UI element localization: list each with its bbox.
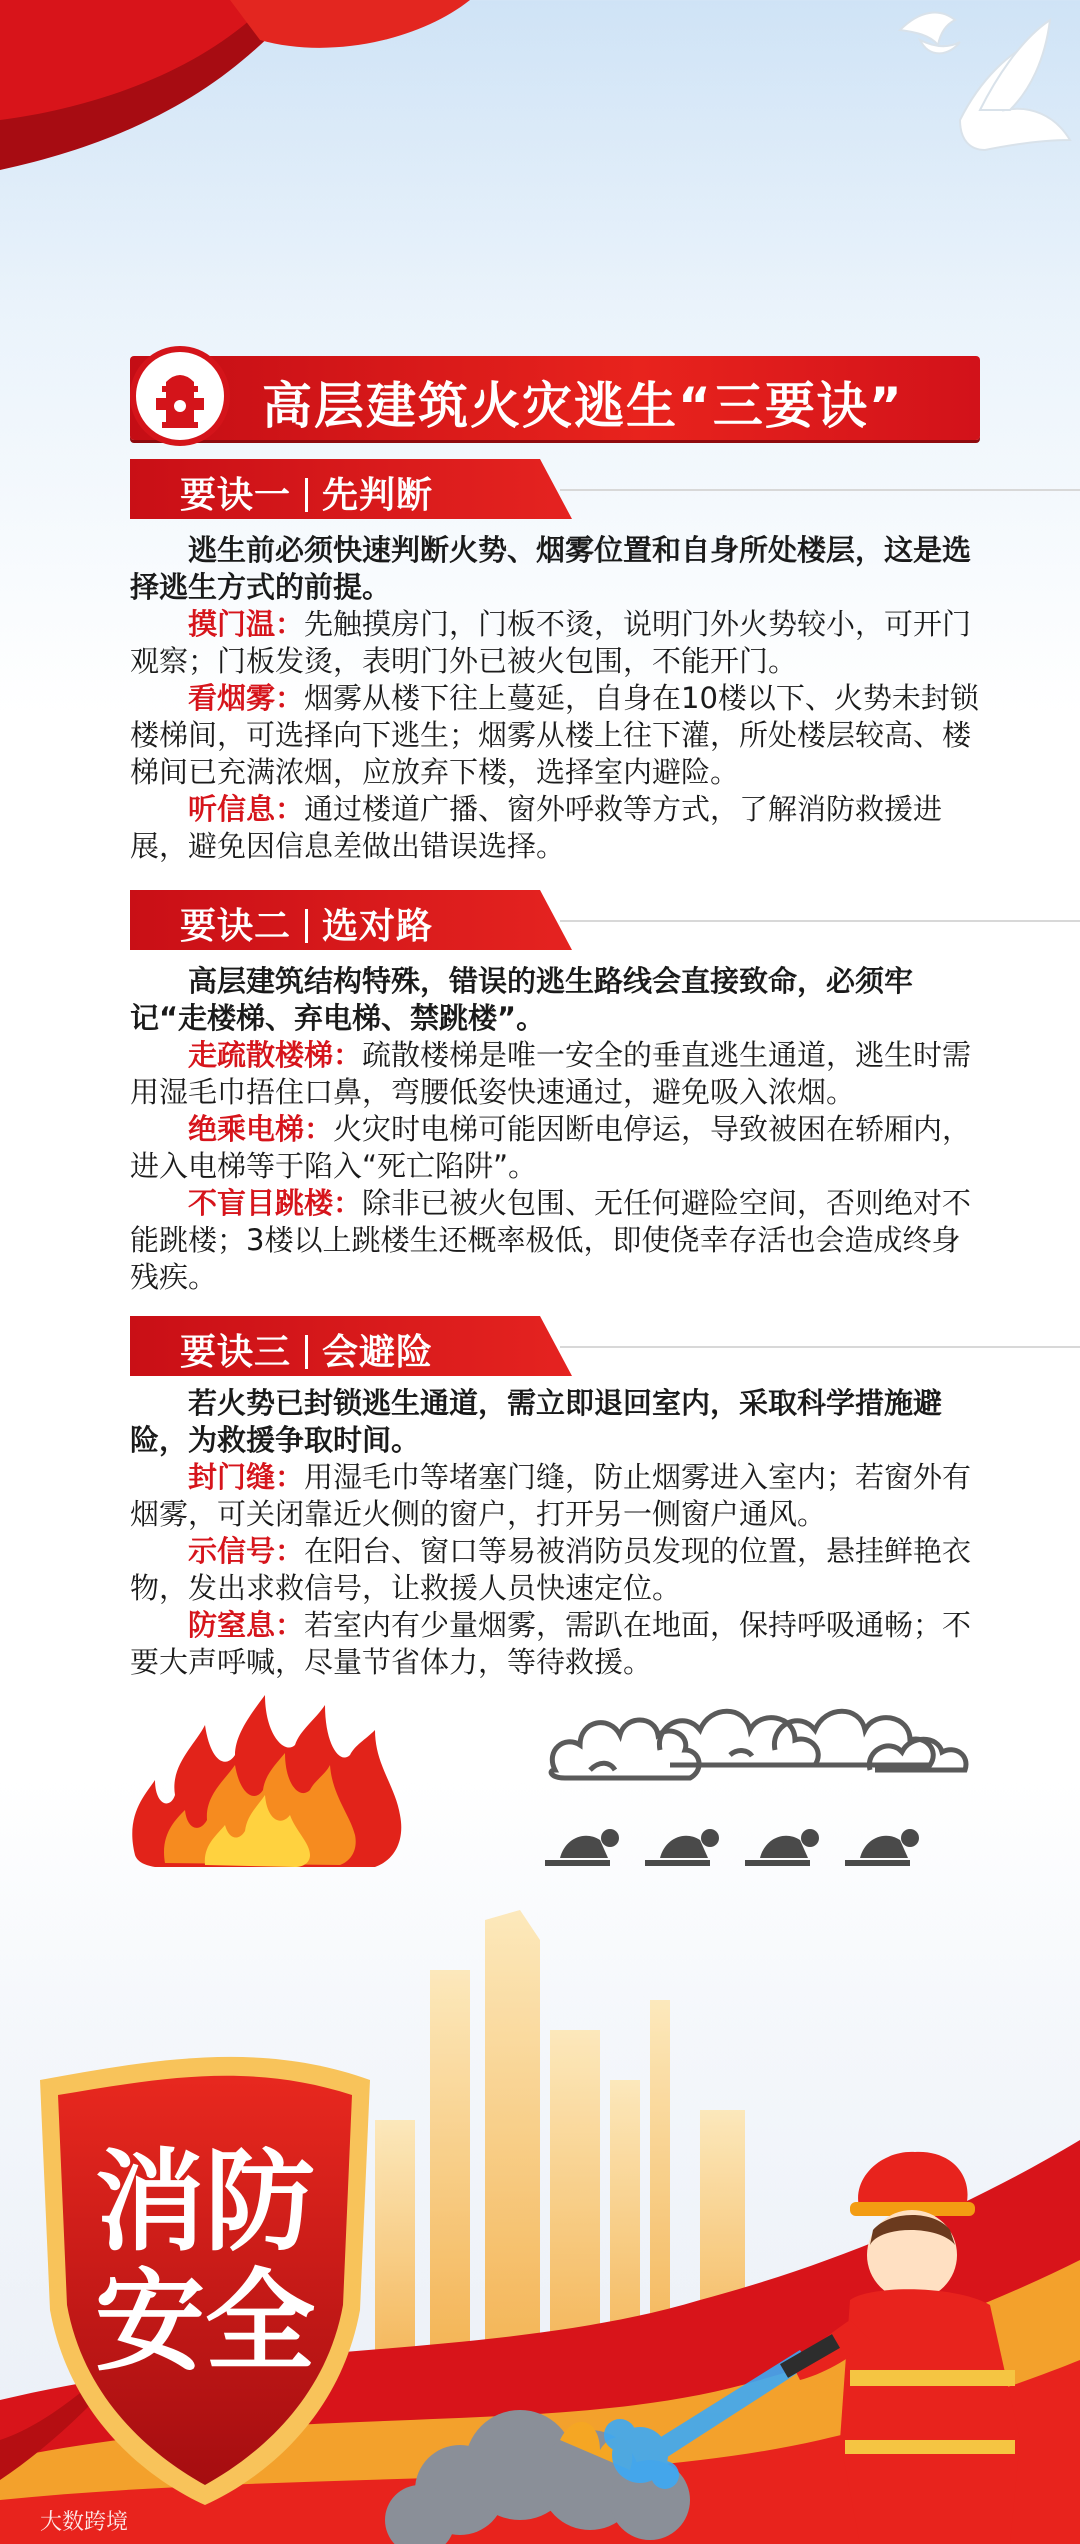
section-intro: 逃生前必须快速判断火势、烟雾位置和自身所处楼层，这是选择逃生方式的前提。 [130, 533, 972, 604]
tip-text: 疏散楼梯是唯一安全的垂直逃生通道，逃生时需用湿毛巾捂住口鼻，弯腰低姿快速通过，避免吸入浓烟。 [130, 1038, 972, 1109]
tip-item [130, 680, 980, 791]
shield-text-line2: 安全 [95, 2258, 315, 2386]
tip-text: 先触摸房门，门板不烫，说明门外火势较小，可开门观察；门板发烫，表明门外已被火包围，不能开门。 [130, 607, 972, 678]
tip-text: 火灾时电梯可能因断电停运，导致被困在轿厢内，进入电梯等于陷入“死亡陷阱”。 [130, 1112, 972, 1183]
tip-text: 用湿毛巾等堵塞门缝，防止烟雾进入室内；若窗外有烟雾，可关闭靠近火侧的窗户，打开另一侧窗户通风。 [130, 1460, 972, 1531]
tip-key: 绝乘电梯： [188, 1112, 334, 1146]
section-subtitle: 选对路 [322, 906, 434, 947]
tip-item [130, 1111, 980, 1185]
fire-icon [125, 1685, 410, 1875]
section-subtitle: 会避险 [322, 1332, 434, 1373]
tip-item [130, 1459, 980, 1533]
tip-item [130, 1607, 980, 1681]
watermark-logo: 大数跨境 [40, 2510, 129, 2535]
tip-text: 烟雾从楼下往上蔓延，自身在10楼以下、火势未封锁楼梯间，可选择向下逃生；烟雾从楼上往下灌，所处楼层较高、楼梯间已充满浓烟，应放弃下楼，选择室内避险。 [130, 681, 979, 789]
shield-text-line1: 消防 [95, 2138, 315, 2266]
section-subtitle: 先判断 [322, 475, 434, 516]
tip-item [130, 791, 980, 865]
section-number: 要诀一 [180, 475, 292, 516]
tip-text: 若室内有少量烟雾，需趴在地面，保持呼吸通畅；不要大声呼喊，尽量节省体力，等待救援。 [130, 1608, 972, 1679]
tip-item [130, 1185, 980, 1296]
tip-text: 在阳台、窗口等易被消防员发现的位置，悬挂鲜艳衣物，发出求救信号，让救援人员快速定位。 [130, 1534, 972, 1605]
tip-key: 不盲目跳楼： [188, 1186, 363, 1220]
tip-key: 示信号： [188, 1534, 305, 1568]
dove-icon [780, 0, 1080, 220]
tip-key: 走疏散楼梯： [188, 1038, 363, 1072]
fire-hydrant-icon [130, 346, 230, 446]
city-firefighter-scene [0, 1880, 1080, 2544]
smoke-icon [540, 1690, 980, 1880]
section-number: 要诀三 [180, 1332, 292, 1373]
tip-item [130, 606, 980, 680]
tip-item [130, 1533, 980, 1607]
tip-key: 听信息： [188, 792, 305, 826]
tip-key: 看烟雾： [188, 681, 305, 715]
tip-key: 摸门温： [188, 607, 305, 641]
section-intro: 高层建筑结构特殊，错误的逃生路线会直接致命，必须牢记“走楼梯、弃电梯、禁跳楼”。 [130, 964, 914, 1035]
section-intro: 若火势已封锁逃生通道，需立即退回室内，采取科学措施避险，为救援争取时间。 [130, 1386, 943, 1457]
tip-text: 除非已被火包围、无任何避险空间，否则绝对不能跳楼；3楼以上跳楼生还概率极低，即使侥幸存活也会造成终身残疾。 [130, 1186, 972, 1294]
tip-item [130, 1037, 980, 1111]
section-number: 要诀二 [180, 906, 292, 947]
page-title: 高层建筑火灾逃生“三要诀” [262, 377, 904, 435]
tip-text: 通过楼道广播、窗外呼救等方式，了解消防救援进展，避免因信息差做出错误选择。 [130, 792, 943, 863]
tip-key: 防窒息： [188, 1608, 305, 1642]
tip-key: 封门缝： [188, 1460, 305, 1494]
